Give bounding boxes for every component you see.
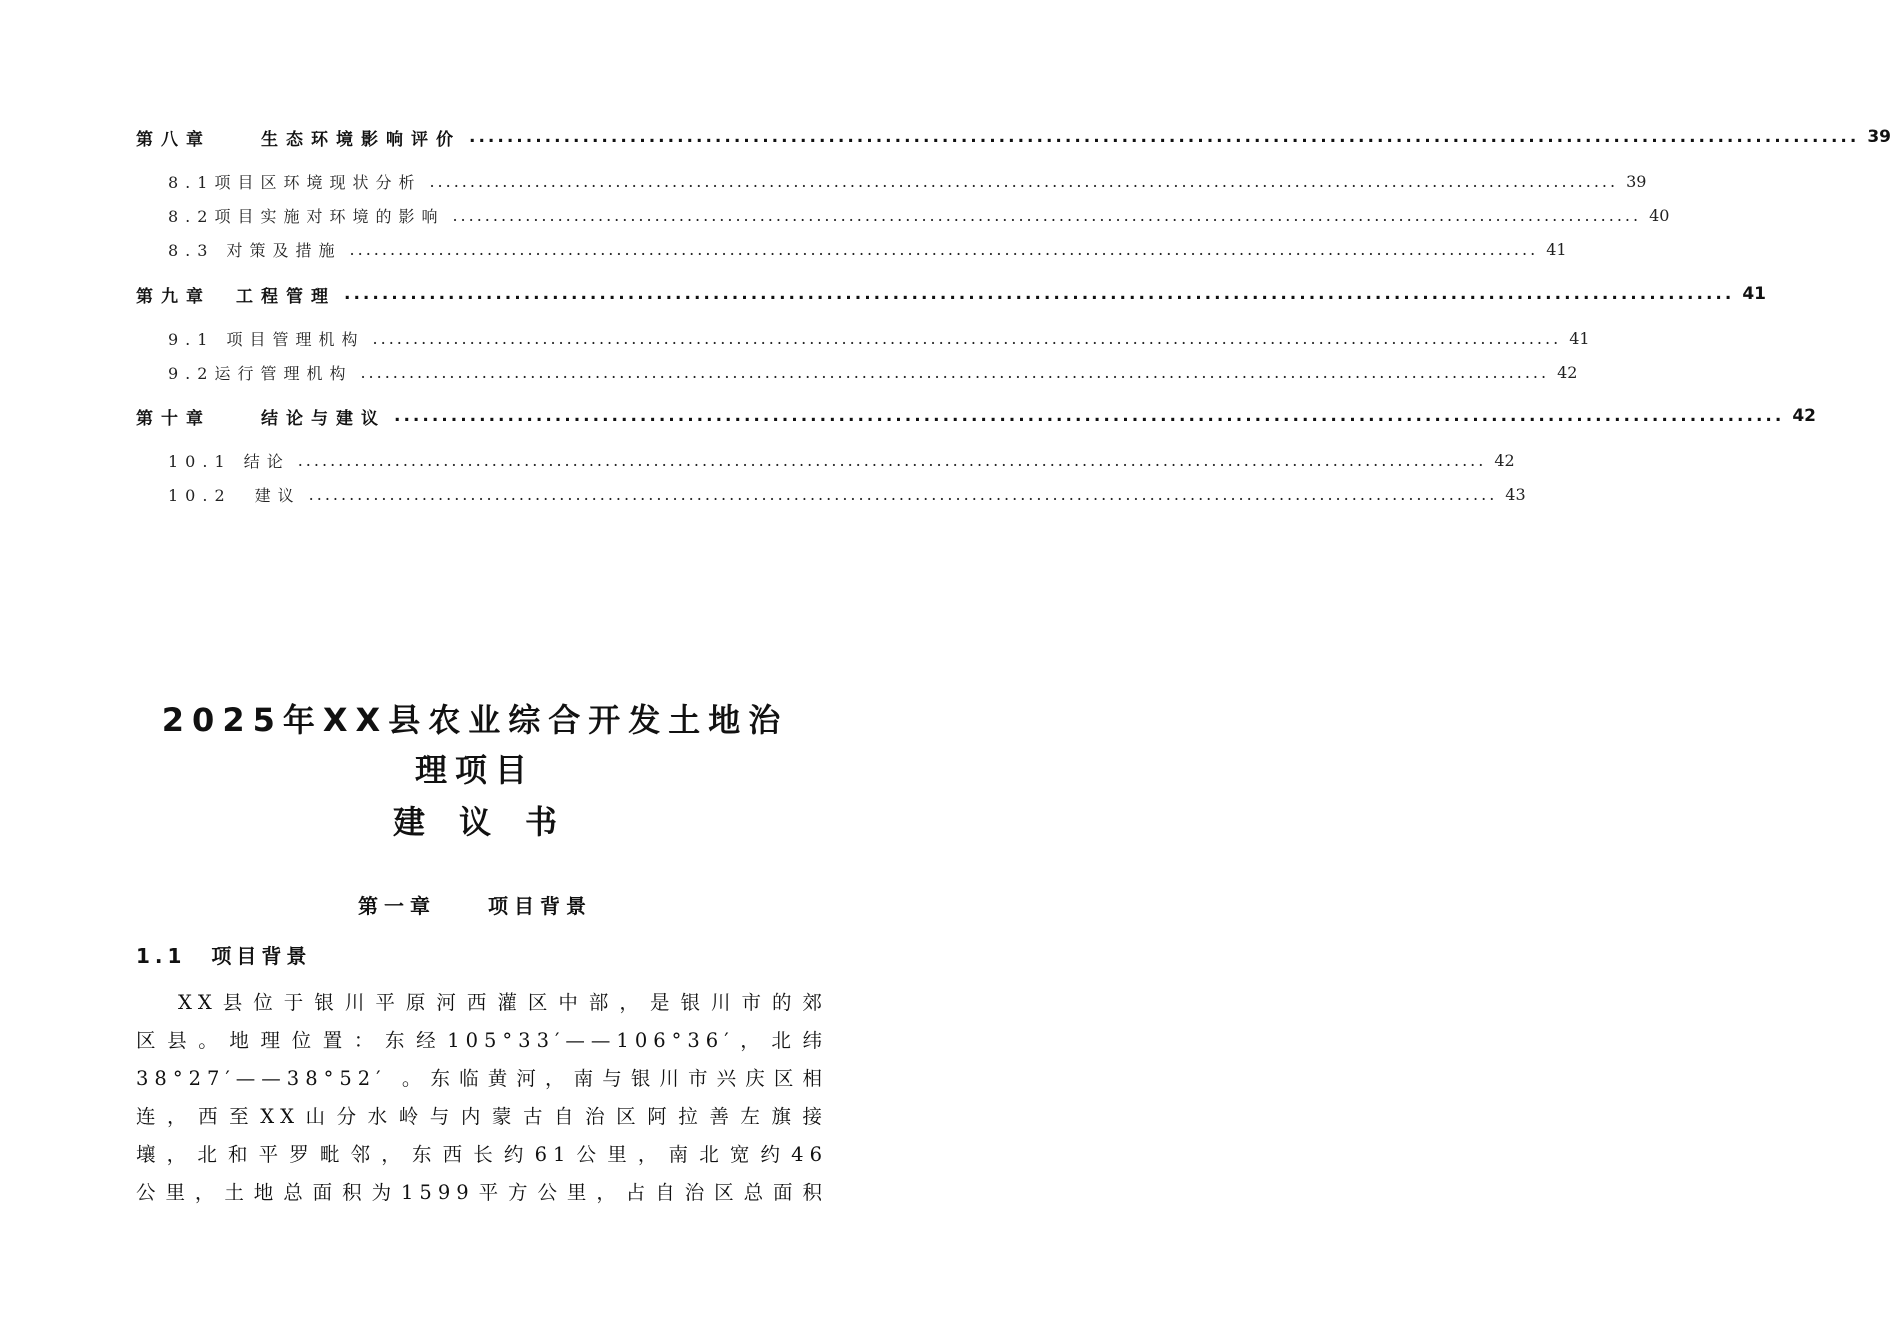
toc-entry-label: 9.1 项目管理机构 xyxy=(168,329,365,349)
section-heading: 1.1 项目背景 xyxy=(136,944,312,968)
toc-leader-dots xyxy=(298,451,1487,470)
toc-entry-label: 10.1 结论 xyxy=(168,451,290,471)
toc-entry-label: 9.2运行管理机构 xyxy=(168,363,353,383)
toc-entry-10-1[interactable] xyxy=(0,445,1515,475)
toc-leader-dots xyxy=(394,406,1784,426)
toc-entry-chapter-8[interactable] xyxy=(0,122,1891,152)
toc-leader-dots xyxy=(350,240,1539,259)
toc-entry-chapter-9[interactable] xyxy=(0,279,1766,309)
toc-entry-page: 39 xyxy=(1626,171,1647,191)
toc-entry-8-3[interactable] xyxy=(0,234,1567,264)
toc-entry-label: 8.3 对策及措施 xyxy=(168,240,342,260)
toc-leader-dots xyxy=(452,206,1641,225)
toc-entry-8-1[interactable] xyxy=(0,166,1647,196)
document-title-line-2: 理项目 xyxy=(414,751,535,789)
paragraph-line: 38°27′——38°52′ 。东临黄河，南与银川市兴庆区相 xyxy=(136,1067,828,1090)
toc-entry-label: 第八章 生态环境影响评价 xyxy=(136,129,461,150)
toc-entry-label: 8.2项目实施对环境的影响 xyxy=(168,206,445,226)
toc-entry-page: 43 xyxy=(1505,484,1526,504)
toc-entry-page: 42 xyxy=(1792,406,1816,426)
paragraph-line: 壤，北和平罗毗邻，东西长约61公里，南北宽约46 xyxy=(136,1143,828,1166)
toc-entry-label: 8.1项目区环境现状分析 xyxy=(168,172,422,192)
toc-entry-chapter-10[interactable] xyxy=(0,401,1816,431)
toc-entry-label: 10.2 建议 xyxy=(168,485,301,505)
toc-entry-page: 42 xyxy=(1557,362,1578,382)
toc-leader-dots xyxy=(373,329,1562,348)
toc-leader-dots xyxy=(344,284,1734,304)
chapter-heading: 第一章 项目背景 xyxy=(358,894,592,918)
toc-leader-dots xyxy=(309,485,1498,504)
toc-entry-page: 42 xyxy=(1494,450,1515,470)
toc-entry-10-2[interactable] xyxy=(0,479,1526,509)
toc-entry-8-2[interactable] xyxy=(0,200,1670,230)
toc-entry-label: 第九章 工程管理 xyxy=(136,286,336,307)
toc-entry-label: 第十章 结论与建议 xyxy=(136,408,386,429)
toc-entry-page: 41 xyxy=(1569,328,1590,348)
toc-leader-dots xyxy=(429,172,1618,191)
toc-entry-9-2[interactable] xyxy=(0,357,1578,387)
toc-leader-dots xyxy=(360,363,1549,382)
toc-entry-page: 41 xyxy=(1742,284,1766,304)
paragraph-line: XX县位于银川平原河西灌区中部，是银川市的郊 xyxy=(178,991,828,1014)
paragraph-line: 连，西至XX山分水岭与内蒙古自治区阿拉善左旗接 xyxy=(136,1105,828,1128)
document-title-line-3: 建议书 xyxy=(392,803,591,841)
toc-entry-page: 41 xyxy=(1546,239,1567,259)
toc-entry-9-1[interactable] xyxy=(0,323,1590,353)
toc-leader-dots xyxy=(469,127,1859,147)
toc-entry-page: 40 xyxy=(1649,205,1670,225)
toc-entry-page: 39 xyxy=(1867,127,1891,147)
document-title-line-1: 2025年XX县农业综合开发土地治 xyxy=(161,701,789,739)
paragraph-line: 区县。地理位置：东经105°33′——106°36′，北纬 xyxy=(136,1029,828,1052)
paragraph-line: 公里，土地总面积为1599平方公里，占自治区总面积 xyxy=(136,1181,828,1204)
